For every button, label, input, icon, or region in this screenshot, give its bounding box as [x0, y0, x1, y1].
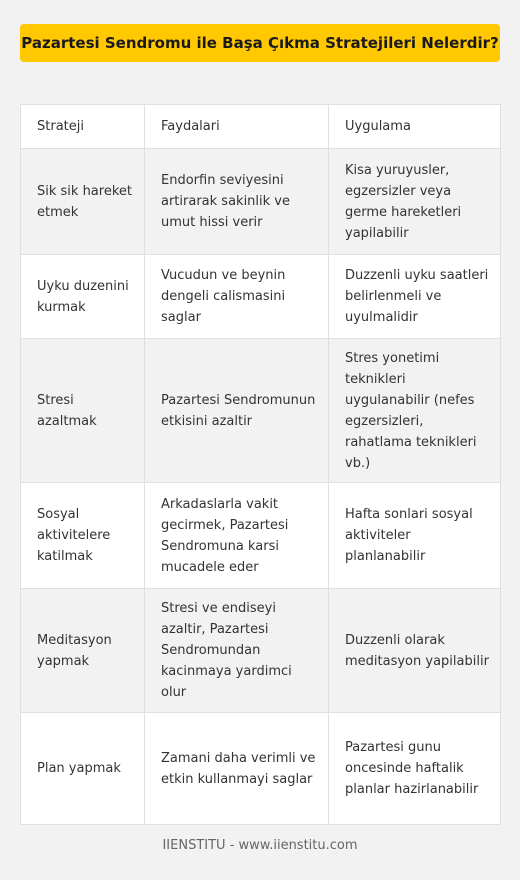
table-row — [21, 149, 501, 255]
strategy-table-card — [20, 104, 500, 824]
header-application: Uygulama — [329, 105, 501, 149]
page-title: Pazartesi Sendromu ile Başa Çıkma Stratejileri Nelerdir? — [21, 34, 499, 52]
cell-strategy: Sosyal aktivitelere katilmak — [21, 483, 145, 589]
table-row — [21, 483, 501, 589]
cell-strategy: Uyku duzenini kurmak — [21, 255, 145, 339]
header-benefits: Faydalari — [145, 105, 329, 149]
cell-benefits: Endorfin seviyesini artirarak sakinlik ve umut hissi verir — [145, 149, 329, 255]
cell-strategy: Sik sik hareket etmek — [21, 149, 145, 255]
cell-application: Duzzenli olarak meditasyon yapilabilir — [329, 589, 501, 713]
cell-application: Stres yonetimi teknikleri uygulanabilir (nefes egzersizleri, rahatlama teknikleri vb.) — [329, 339, 501, 483]
table-row — [21, 339, 501, 483]
header-strategy: Strateji — [21, 105, 145, 149]
cell-application: Hafta sonlari sosyal aktiviteler planlanabilir — [329, 483, 501, 589]
cell-benefits: Stresi ve endiseyi azaltir, Pazartesi Sendromundan kacinmaya yardimci olur — [145, 589, 329, 713]
table-row — [21, 713, 501, 825]
cell-application: Pazartesi gunu oncesinde haftalik planlar hazirlanabilir — [329, 713, 501, 825]
cell-application: Kisa yuruyusler, egzersizler veya germe hareketleri yapilabilir — [329, 149, 501, 255]
title-banner — [20, 24, 500, 62]
cell-benefits: Pazartesi Sendromunun etkisini azaltir — [145, 339, 329, 483]
table-header-row — [21, 105, 501, 149]
cell-strategy: Meditasyon yapmak — [21, 589, 145, 713]
cell-strategy: Stresi azaltmak — [21, 339, 145, 483]
strategy-table — [20, 104, 501, 825]
cell-strategy: Plan yapmak — [21, 713, 145, 825]
table-row — [21, 589, 501, 713]
table-row — [21, 255, 501, 339]
footer-credit: IIENSTITU - www.iienstitu.com — [162, 838, 358, 853]
cell-benefits: Zamani daha verimli ve etkin kullanmayi saglar — [145, 713, 329, 825]
cell-benefits: Vucudun ve beynin dengeli calismasini saglar — [145, 255, 329, 339]
cell-benefits: Arkadaslarla vakit gecirmek, Pazartesi Sendromuna karsi mucadele eder — [145, 483, 329, 589]
cell-application: Duzzenli uyku saatleri belirlenmeli ve uyulmalidir — [329, 255, 501, 339]
